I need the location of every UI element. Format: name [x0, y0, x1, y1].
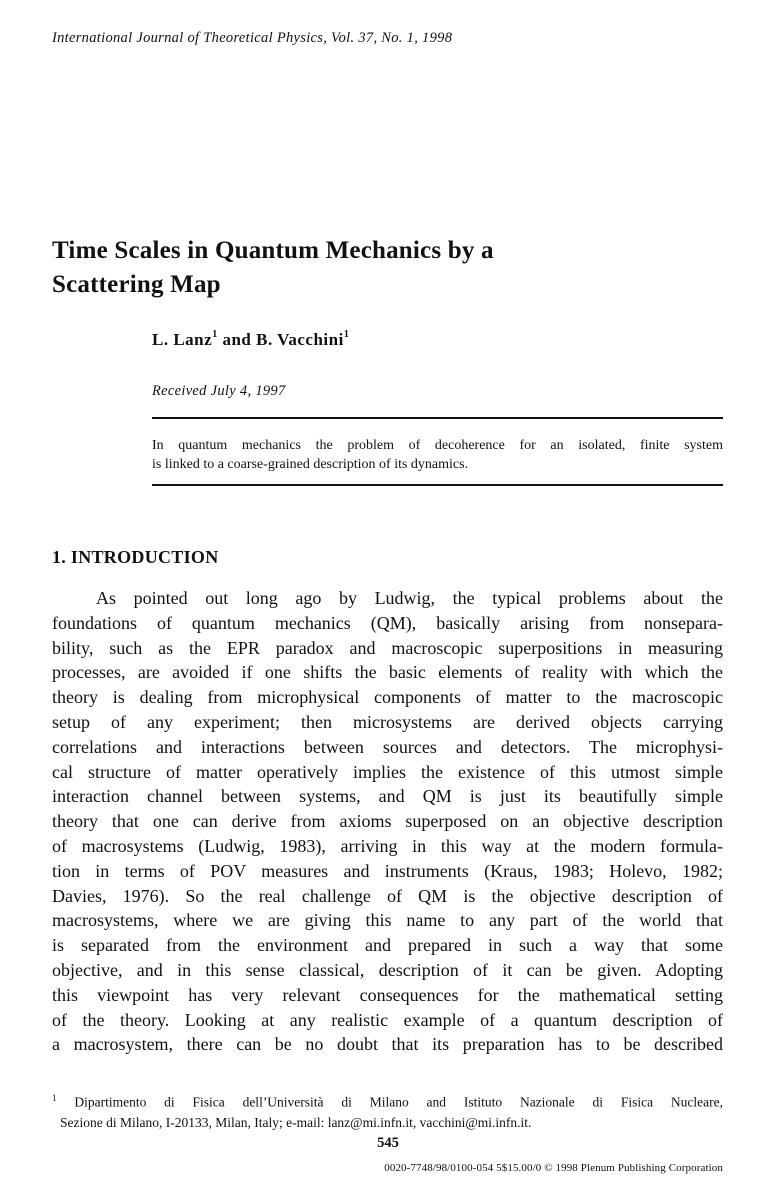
journal-header: International Journal of Theoretical Physics, Vol. 37, No. 1, 1998 [52, 30, 453, 46]
body-line: tion in terms of POV measures and instruments (Kraus, 1983; Holevo, 1982; [52, 860, 723, 881]
body-line: processes, are avoided if one shifts the basic elements of reality with which the [52, 662, 723, 683]
body-line: correlations and interactions between sources and detectors. The microphysi- [52, 736, 723, 757]
body-line: of macrosystems (Ludwig, 1983), arriving in this way at the modern formula- [52, 835, 723, 856]
body-line: a macrosystem, there can be no doubt that its preparation has to be described [52, 1034, 723, 1055]
body-line: As pointed out long ago by Ludwig, the typical problems about the [96, 588, 723, 608]
footnote [52, 1088, 723, 1133]
body-text [52, 586, 723, 1057]
abstract-line: is linked to a coarse-grained description of its dynamics. [152, 457, 469, 472]
page-number: 545 [377, 1135, 399, 1151]
title-line: Scattering Map [52, 271, 221, 298]
body-line: setup of any experiment; then microsystems are derived objects carrying [52, 711, 723, 732]
body-line: foundations of quantum mechanics (QM), basically arising from nonsepara- [52, 612, 723, 633]
body-line: bility, such as the EPR paradox and macroscopic superpositions in measuring [52, 637, 723, 658]
affiliation-mark: 1 [343, 329, 350, 341]
body-line: theory is dealing from microphysical components of matter to the macroscopic [52, 687, 723, 708]
body-line: macrosystems, where we are giving this name to any part of the world that [52, 910, 723, 931]
body-line: interaction channel between systems, and QM is just its beautifully simple [52, 786, 723, 807]
footnote-text: Dipartimento di Fisica dell’Università di Milano and Istituto Nazionale di Fisica Nucleare, [74, 1094, 723, 1110]
author-name: L. Lanz [152, 330, 213, 349]
author-list [152, 330, 349, 350]
body-line: of the theory. Looking at any realistic example of a quantum description of [52, 1009, 723, 1030]
abstract-top-rule [152, 417, 723, 419]
footnote-line [52, 1088, 723, 1113]
body-line: theory that one can derive from axioms superposed on an objective description [52, 811, 723, 832]
copyright-line: 0020-7748/98/0100-054 5$15.00/0 © 1998 Plenum Publishing Corporation [384, 1162, 723, 1174]
author-separator: and [222, 330, 252, 349]
received-date: Received July 4, 1997 [152, 383, 286, 399]
body-line: objective, and in this sense classical, description of it can be given. Adopting [52, 959, 723, 980]
abstract-line: In quantum mechanics the problem of decoherence for an isolated, finite system [152, 438, 723, 453]
abstract [152, 436, 723, 474]
affiliation-mark: 1 [212, 329, 218, 341]
footnote-mark: 1 [52, 1093, 57, 1103]
body-line: is separated from the environment and prepared in such a way that some [52, 935, 723, 956]
body-line: cal structure of matter operatively implies the existence of this utmost simple [52, 761, 723, 782]
article-title [52, 234, 692, 302]
section-heading: 1. INTRODUCTION [52, 547, 219, 567]
body-line: this viewpoint has very relevant consequences for the mathematical setting [52, 984, 723, 1005]
title-line: Time Scales in Quantum Mechanics by a [52, 237, 494, 264]
author-name: B. Vacchini [256, 330, 344, 349]
abstract-bottom-rule [152, 484, 723, 486]
body-line: Davies, 1976). So the real challenge of QM is the objective description of [52, 885, 723, 906]
footnote-line: Sezione di Milano, I-20133, Milan, Italy; e-mail: lanz@mi.infn.it, vacchini@mi.infn.it. [60, 1114, 532, 1130]
